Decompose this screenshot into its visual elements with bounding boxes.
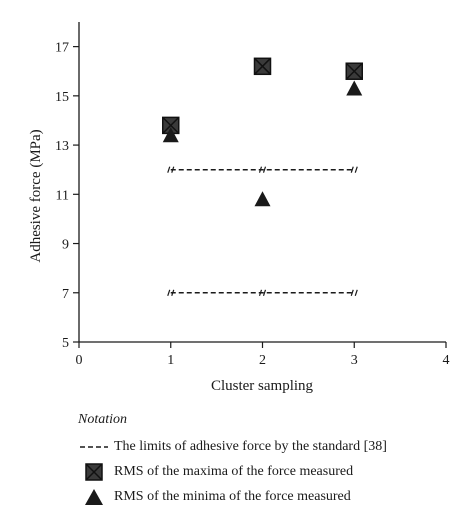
limit-break-mark [264,290,266,296]
limit-break-mark [355,167,357,173]
x-tick-label: 4 [442,353,450,368]
boxed-x-square-icon [78,461,110,483]
legend [78,412,468,509]
minima-point [346,80,362,95]
y-tick-label: 7 [62,286,69,302]
maxima-point [255,58,271,74]
x-tick-label: 3 [350,353,358,368]
y-tick-label: 11 [55,188,69,204]
x-axis-label: Cluster sampling [210,378,314,394]
limit-break-mark [355,290,357,296]
y-tick-label: 5 [62,336,69,351]
limit-break-mark [168,290,170,296]
legend-label-minima: RMS of the minima of the force measured [114,488,351,504]
legend-title: Notation [78,412,128,427]
y-tick-label: 9 [62,237,69,253]
triangle-icon [78,486,110,508]
legend-item-maxima [78,459,468,484]
maxima-point [346,63,362,79]
y-tick-label: 13 [55,139,69,155]
y-axis-label: Adhesive force (MPa) [28,129,44,263]
y-tick-label: 15 [55,89,69,105]
axes [55,22,450,368]
x-tick-label: 1 [167,353,175,368]
minima-point [255,191,271,206]
x-tick-label: 2 [259,353,266,368]
legend-label-limits: The limits of adhesive force by the standard [38] [114,438,387,454]
legend-item-limits [78,434,468,459]
y-tick-label: 17 [55,40,69,56]
dashed-line-symbol [78,436,110,458]
legend-label-maxima: RMS of the maxima of the force measured [114,463,354,479]
x-tick-label: 0 [75,353,83,368]
limit-break-mark [168,167,170,173]
limit-break-mark [264,167,266,173]
data-points [163,58,363,206]
legend-item-minima [78,484,468,509]
reference-lines [168,167,358,296]
